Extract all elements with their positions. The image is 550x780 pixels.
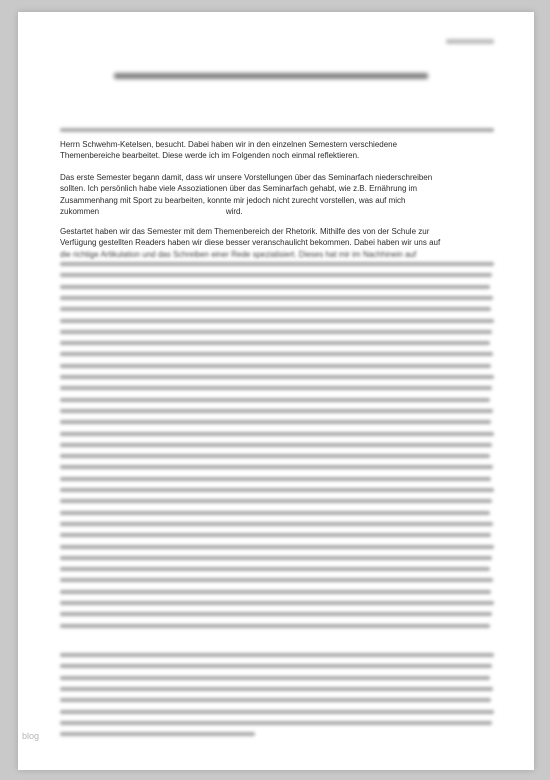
blurred-text-line [60, 307, 491, 311]
blurred-text-line [60, 398, 490, 402]
blurred-text-line [60, 664, 492, 668]
blurred-text-line [60, 409, 493, 413]
document-heading-blurred [114, 73, 428, 79]
blurred-text-line [60, 386, 492, 390]
blurred-text-line [60, 698, 491, 702]
blurred-text-line [60, 285, 490, 289]
document-page [18, 12, 534, 770]
blurred-text-line [60, 590, 491, 594]
blurred-text-line [60, 522, 493, 526]
paragraph-first-semester [60, 172, 500, 217]
blurred-text-line [60, 676, 490, 680]
blurred-text-line [60, 499, 492, 503]
blurred-text-line [60, 352, 493, 356]
paragraph-line: die richtige Artikulation und das Schreiben einer Rede spezialisiert. Dieses hat mir im Nachhinein auf [60, 249, 417, 259]
blurred-text-line [60, 601, 494, 605]
paragraph-line: zukommen wird. [60, 206, 243, 216]
paragraph-line: Themenbereiche bearbeitet. Diese werde ich im Folgenden noch einmal reflektieren. [60, 151, 360, 161]
blurred-text-line [60, 341, 490, 345]
blurred-text-line [60, 375, 494, 379]
blurred-text-line [60, 432, 494, 436]
blurred-text-line [60, 721, 492, 725]
blurred-text-line [60, 545, 494, 549]
blurred-text-line [60, 319, 494, 323]
blurred-text-line [60, 443, 492, 447]
watermark-blog: blog [22, 731, 40, 741]
paragraph-line: Zusammenhang mit Sport zu bearbeiten, konnte mir jedoch nicht zurecht vorstellen, was auf mich [60, 195, 406, 205]
blurred-intro-line [60, 128, 494, 132]
paragraph-line: Das erste Semester begann damit, dass wir unsere Vorstellungen über das Seminarfach niederschreiben [60, 173, 433, 182]
paragraph-line: Verfügung gestellten Readers haben wir diese besser veranschaulicht bekommen. Dabei haben wir uns auf [60, 238, 441, 248]
blurred-text-line [60, 420, 491, 424]
paragraph-line: sollten. Ich persönlich habe viele Assoziationen über das Seminarfach gehabt, wie z.B. Ernährung im [60, 184, 418, 194]
blurred-text-line [60, 477, 491, 481]
blurred-text-line [60, 612, 492, 616]
page-number-blurred [446, 39, 494, 44]
blurred-text-line [60, 624, 490, 628]
blurred-text-line [60, 687, 493, 691]
blurred-text-line [60, 273, 492, 277]
blurred-text-line [60, 578, 493, 582]
paragraph-rhetoric [60, 226, 500, 260]
paragraph-line: Gestartet haben wir das Semester mit dem Themenbereich der Rhetorik. Mithilfe des von der Schule zur [60, 227, 430, 236]
paragraph-line: Herrn Schwehm-Ketelsen, besucht. Dabei haben wir in den einzelnen Semestern verschiedene [60, 140, 398, 149]
blurred-text-line [60, 710, 494, 714]
paragraph-intro [60, 139, 500, 162]
blurred-text-line [60, 454, 490, 458]
blurred-text-line [60, 364, 491, 368]
blurred-text-line [60, 262, 494, 266]
blurred-text-line [60, 732, 255, 736]
blurred-text-line [60, 330, 492, 334]
blurred-text-line [60, 556, 492, 560]
blurred-text-line [60, 653, 494, 657]
blurred-text-line [60, 533, 491, 537]
blurred-text-line [60, 296, 493, 300]
blurred-text-line [60, 567, 490, 571]
blurred-text-line [60, 465, 493, 469]
blurred-text-line [60, 488, 494, 492]
blurred-text-line [60, 511, 490, 515]
